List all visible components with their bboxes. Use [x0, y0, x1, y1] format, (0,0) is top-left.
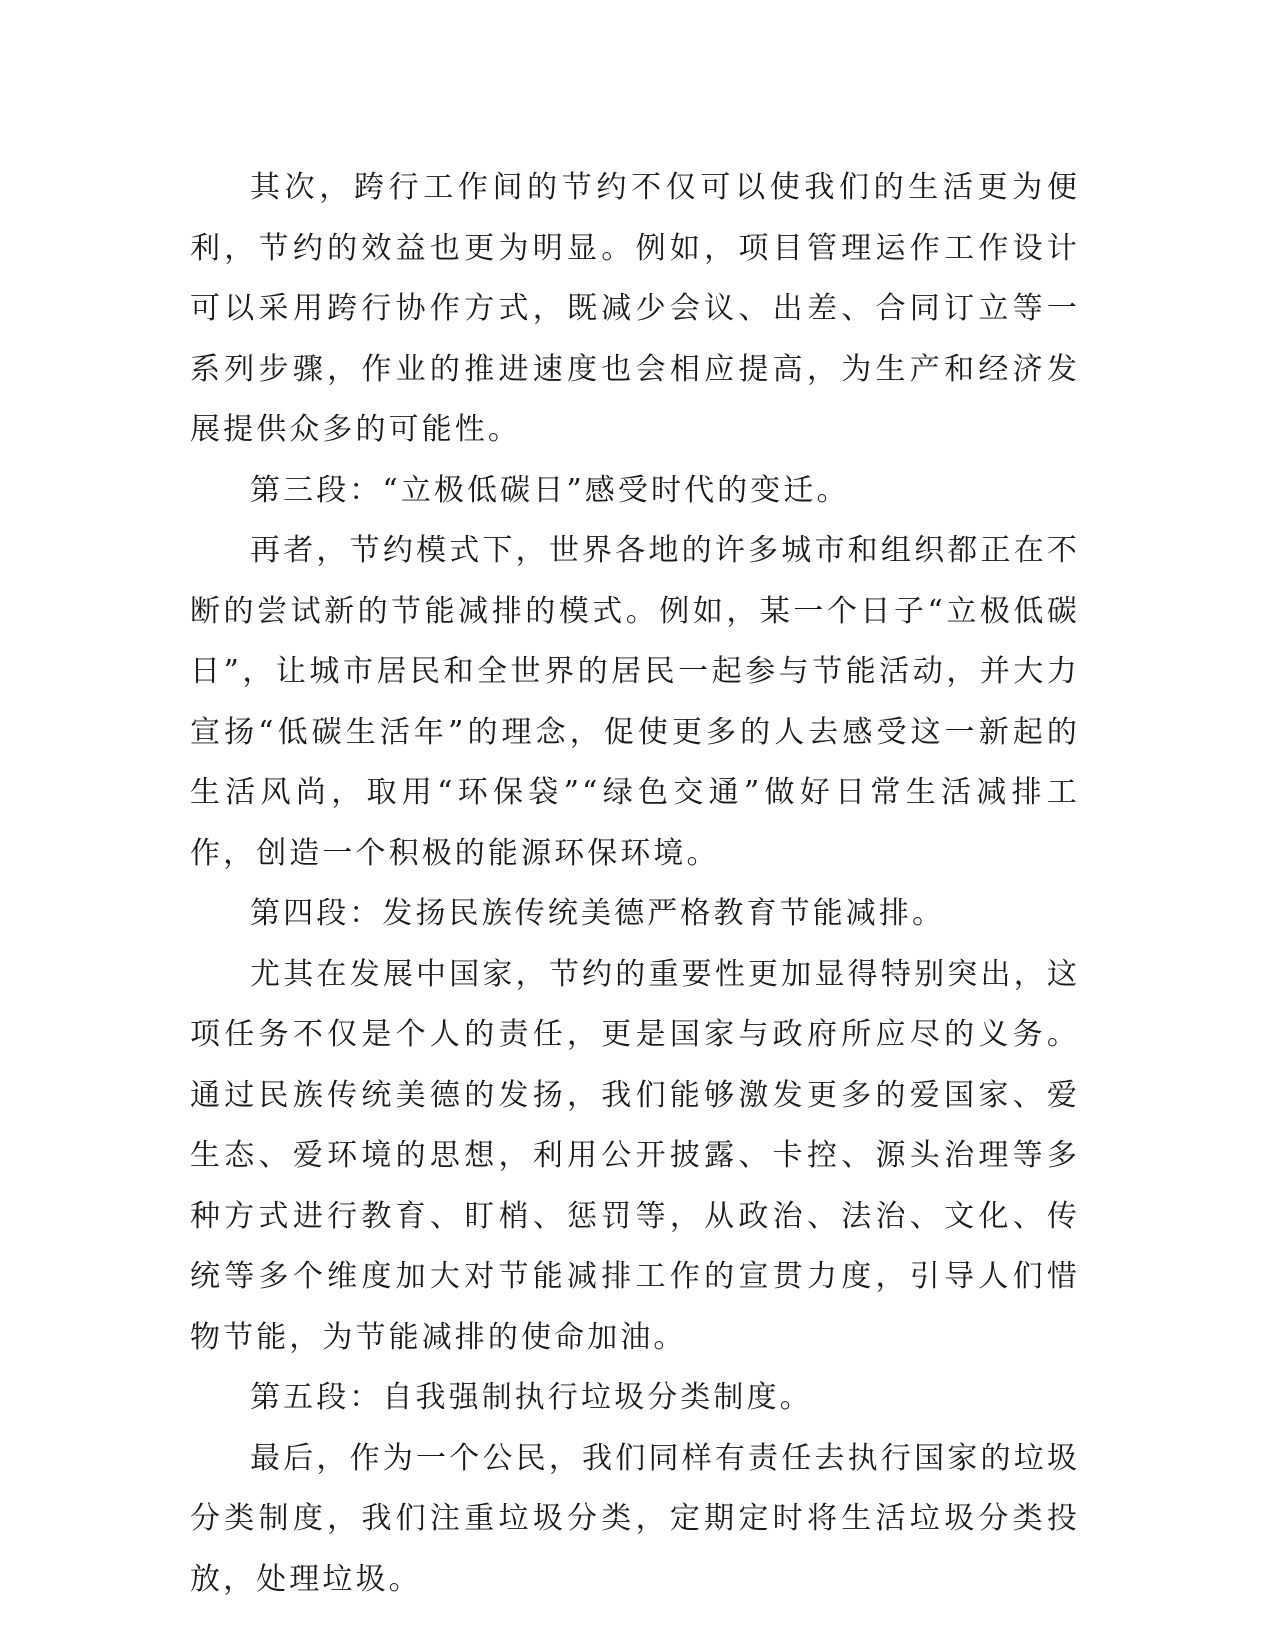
heading-section-three: 第三段：“立极低碳日”感受时代的变迁。: [250, 472, 850, 508]
heading-section-four: 第四段：发扬民族传统美德严格教育节能减排。: [250, 896, 946, 931]
paragraph-low-carbon-day: 再者，节约模式下，世界各地的许多城市和组织都正在不断的尝试新的节能减排的模式。例如，某一个日子“立极低碳日”，让城市居民和全世界的居民一起参与节能活动，并大力宣扬“低碳生活年”的理念，促使更多的人去感受这一新起的生活风尚，取用“环保袋”“绿色交通”做好日常生活减排工作，创造一个积极的能源环保环境。: [190, 533, 1080, 871]
paragraph-garbage-sorting: 最后，作为一个公民，我们同样有责任去执行国家的垃圾分类制度，我们注重垃圾分类，定期定时将生活垃圾分类投放，处理垃圾。: [190, 1440, 1080, 1597]
paragraph-national-virtue: 尤其在发展中国家，节约的重要性更加显得特别突出，这项任务不仅是个人的责任，更是国家与政府所应尽的义务。通过民族传统美德的发扬，我们能够激发更多的爱国家、爱生态、爱环境的思想，利用公开披露、卡控、源头治理等多种方式进行教育、盯梢、惩罚等，从政治、法治、文化、传统等多个维度加大对节能减排工作的宣贯力度，引导人们惜物节能，为节能减排的使命加油。: [190, 956, 1080, 1355]
paragraph-cross-industry-savings: 其次，跨行工作间的节约不仅可以使我们的生活更为便利，节约的效益也更为明显。例如，项目管理运作工作设计可以采用跨行协作方式，既减少会议、出差、合同订立等一系列步骤，作业的推进速度也会相应提高，为生产和经济发展提供众多的可能性。: [190, 170, 1080, 447]
document-body: [190, 158, 1080, 1610]
heading-section-five: 第五段：自我强制执行垃圾分类制度。: [250, 1380, 813, 1415]
